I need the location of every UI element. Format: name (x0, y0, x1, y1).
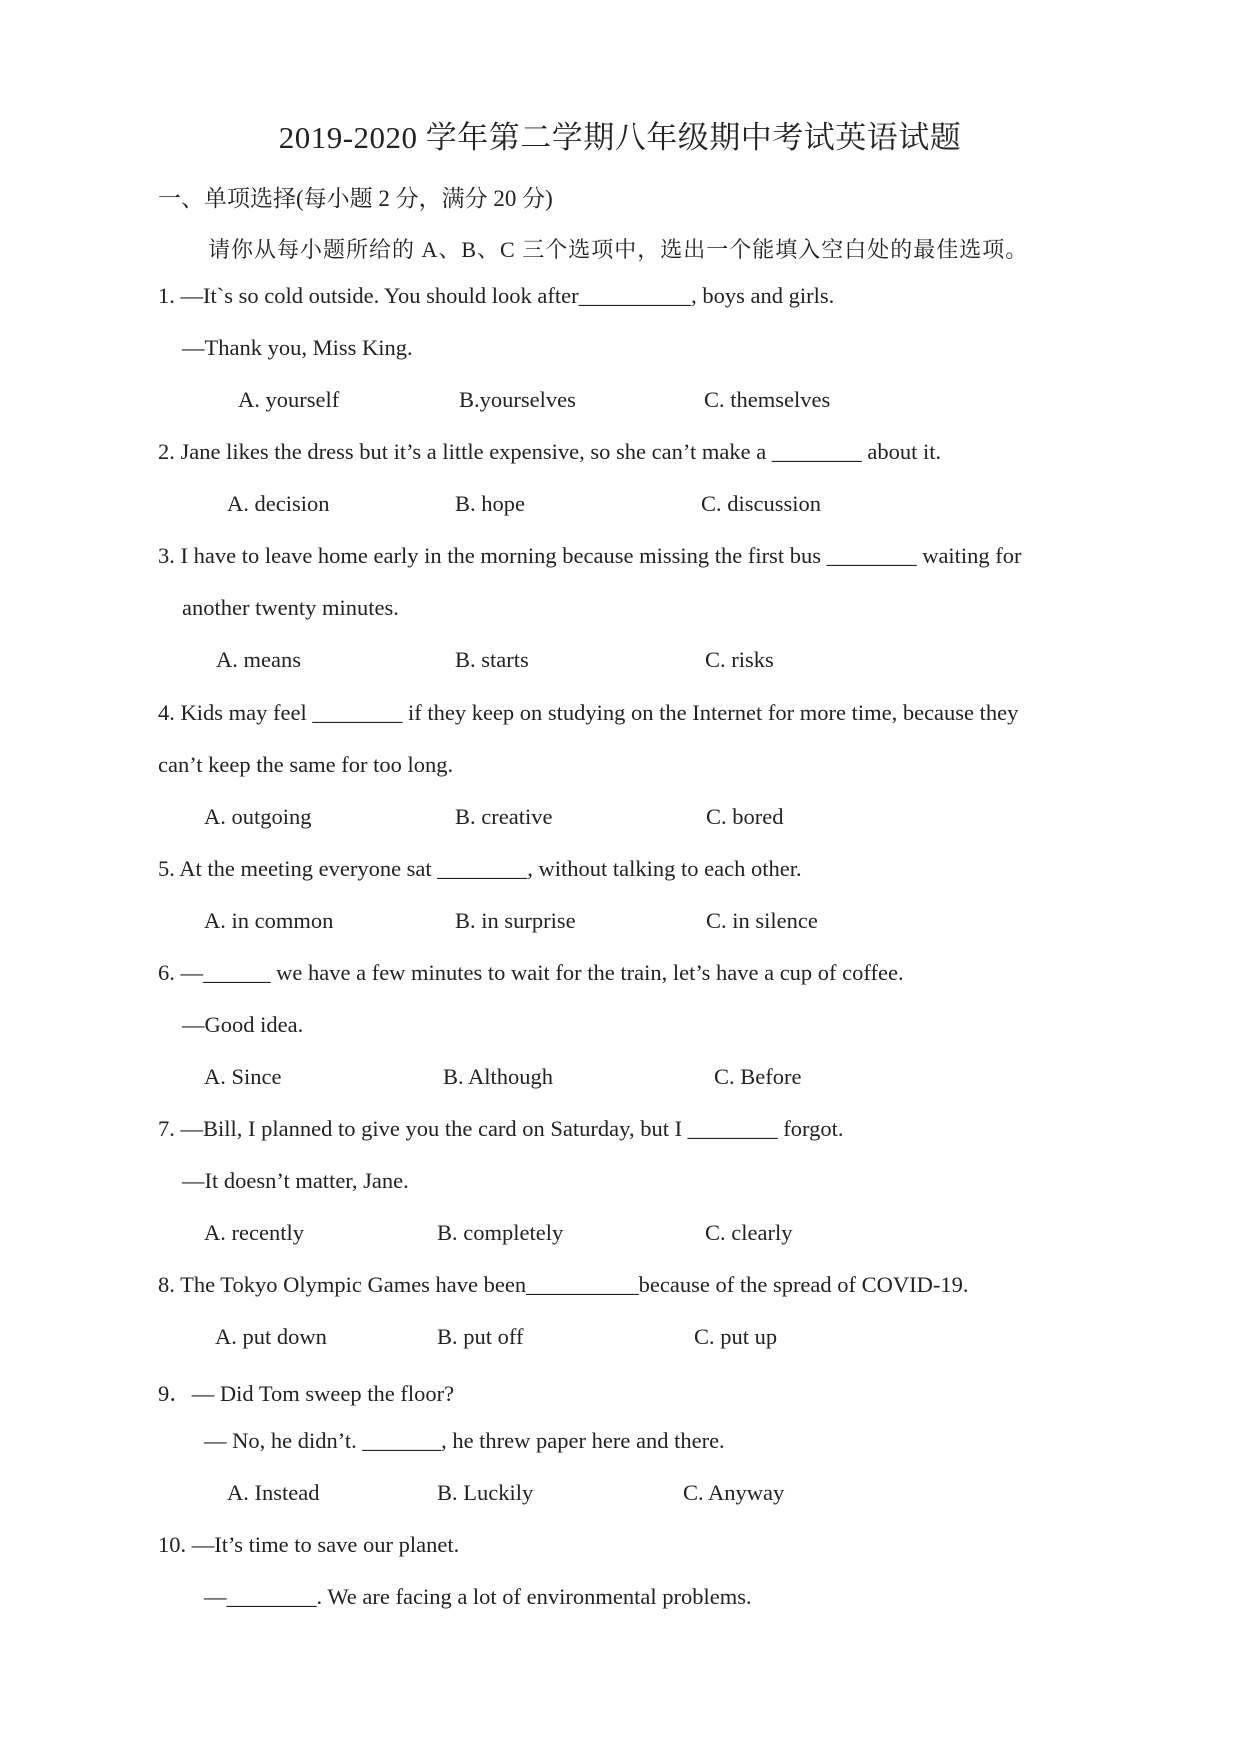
question-6-option-c: C. Before (714, 1064, 802, 1089)
question-8-option-b: B. put off (437, 1324, 524, 1349)
question-4-option-c: C. bored (706, 804, 784, 829)
question-9-option-c: C. Anyway (683, 1480, 785, 1505)
question-5-option-b: B. in surprise (455, 908, 576, 933)
question-1-stem: 1. —It`s so cold outside. You should look after__________, boys and girls. (158, 283, 835, 308)
question-8-stem: 8. The Tokyo Olympic Games have been__________because of the spread of COVID-19. (158, 1272, 969, 1297)
question-3-option-b: B. starts (455, 647, 529, 672)
question-9-reply: — No, he didn’t. _______, he threw paper here and there. (204, 1428, 725, 1453)
question-2-option-a: A. decision (227, 491, 330, 516)
question-3-option-a: A. means (216, 647, 301, 672)
section-instruction: 请你从每小题所给的 A、B、C 三个选项中，选出一个能填入空白处的最佳选项。 (208, 237, 1029, 262)
question-3-option-c: C. risks (705, 647, 774, 672)
question-4-stem: 4. Kids may feel ________ if they keep on studying on the Internet for more time, because they (158, 700, 1019, 725)
question-4-option-b: B. creative (455, 804, 553, 829)
question-10-reply: —________. We are facing a lot of environmental problems. (204, 1584, 752, 1609)
question-1-reply: —Thank you, Miss King. (182, 335, 413, 360)
question-10-stem: 10. —It’s time to save our planet. (158, 1532, 460, 1557)
question-1-option-b: B.yourselves (459, 387, 576, 412)
question-9-option-b: B. Luckily (437, 1480, 534, 1505)
question-4-option-a: A. outgoing (204, 804, 312, 829)
question-1-option-a: A. yourself (238, 387, 340, 412)
question-2-option-b: B. hope (455, 491, 525, 516)
question-6-option-b: B. Although (443, 1064, 554, 1089)
question-6-option-a: A. Since (204, 1064, 282, 1089)
question-8-option-a: A. put down (215, 1324, 327, 1349)
question-8-option-c: C. put up (694, 1324, 778, 1349)
question-6-reply: —Good idea. (182, 1012, 304, 1037)
question-7-option-b: B. completely (437, 1220, 564, 1245)
question-3-stem-cont: another twenty minutes. (182, 595, 399, 620)
question-9-option-a: A. Instead (227, 1480, 320, 1505)
section-heading: 一、单项选择(每小题 2 分，满分 20 分) (158, 186, 553, 211)
question-5-option-a: A. in common (204, 908, 334, 933)
question-1-option-c: C. themselves (704, 387, 831, 412)
question-5-stem: 5. At the meeting everyone sat ________, without talking to each other. (158, 856, 802, 881)
question-4-stem-cont: can’t keep the same for too long. (158, 752, 454, 777)
question-7-stem: 7. —Bill, I planned to give you the card on Saturday, but I ________ forgot. (158, 1116, 844, 1141)
question-2-option-c: C. discussion (701, 491, 822, 516)
exam-title: 2019-2020 学年第二学期八年级期中考试英语试题 (278, 120, 962, 155)
question-7-option-a: A. recently (204, 1220, 304, 1245)
question-2-stem: 2. Jane likes the dress but it’s a little expensive, so she can’t make a ________ about it. (158, 439, 942, 464)
question-9-stem: 9．— Did Tom sweep the floor? (158, 1381, 455, 1406)
question-6-stem: 6. —______ we have a few minutes to wait for the train, let’s have a cup of coffee. (158, 960, 904, 985)
question-7-reply: —It doesn’t matter, Jane. (182, 1168, 409, 1193)
question-3-stem: 3. I have to leave home early in the morning because missing the first bus ________ waiting for (158, 543, 1022, 568)
question-5-option-c: C. in silence (706, 908, 818, 933)
question-7-option-c: C. clearly (705, 1220, 793, 1245)
